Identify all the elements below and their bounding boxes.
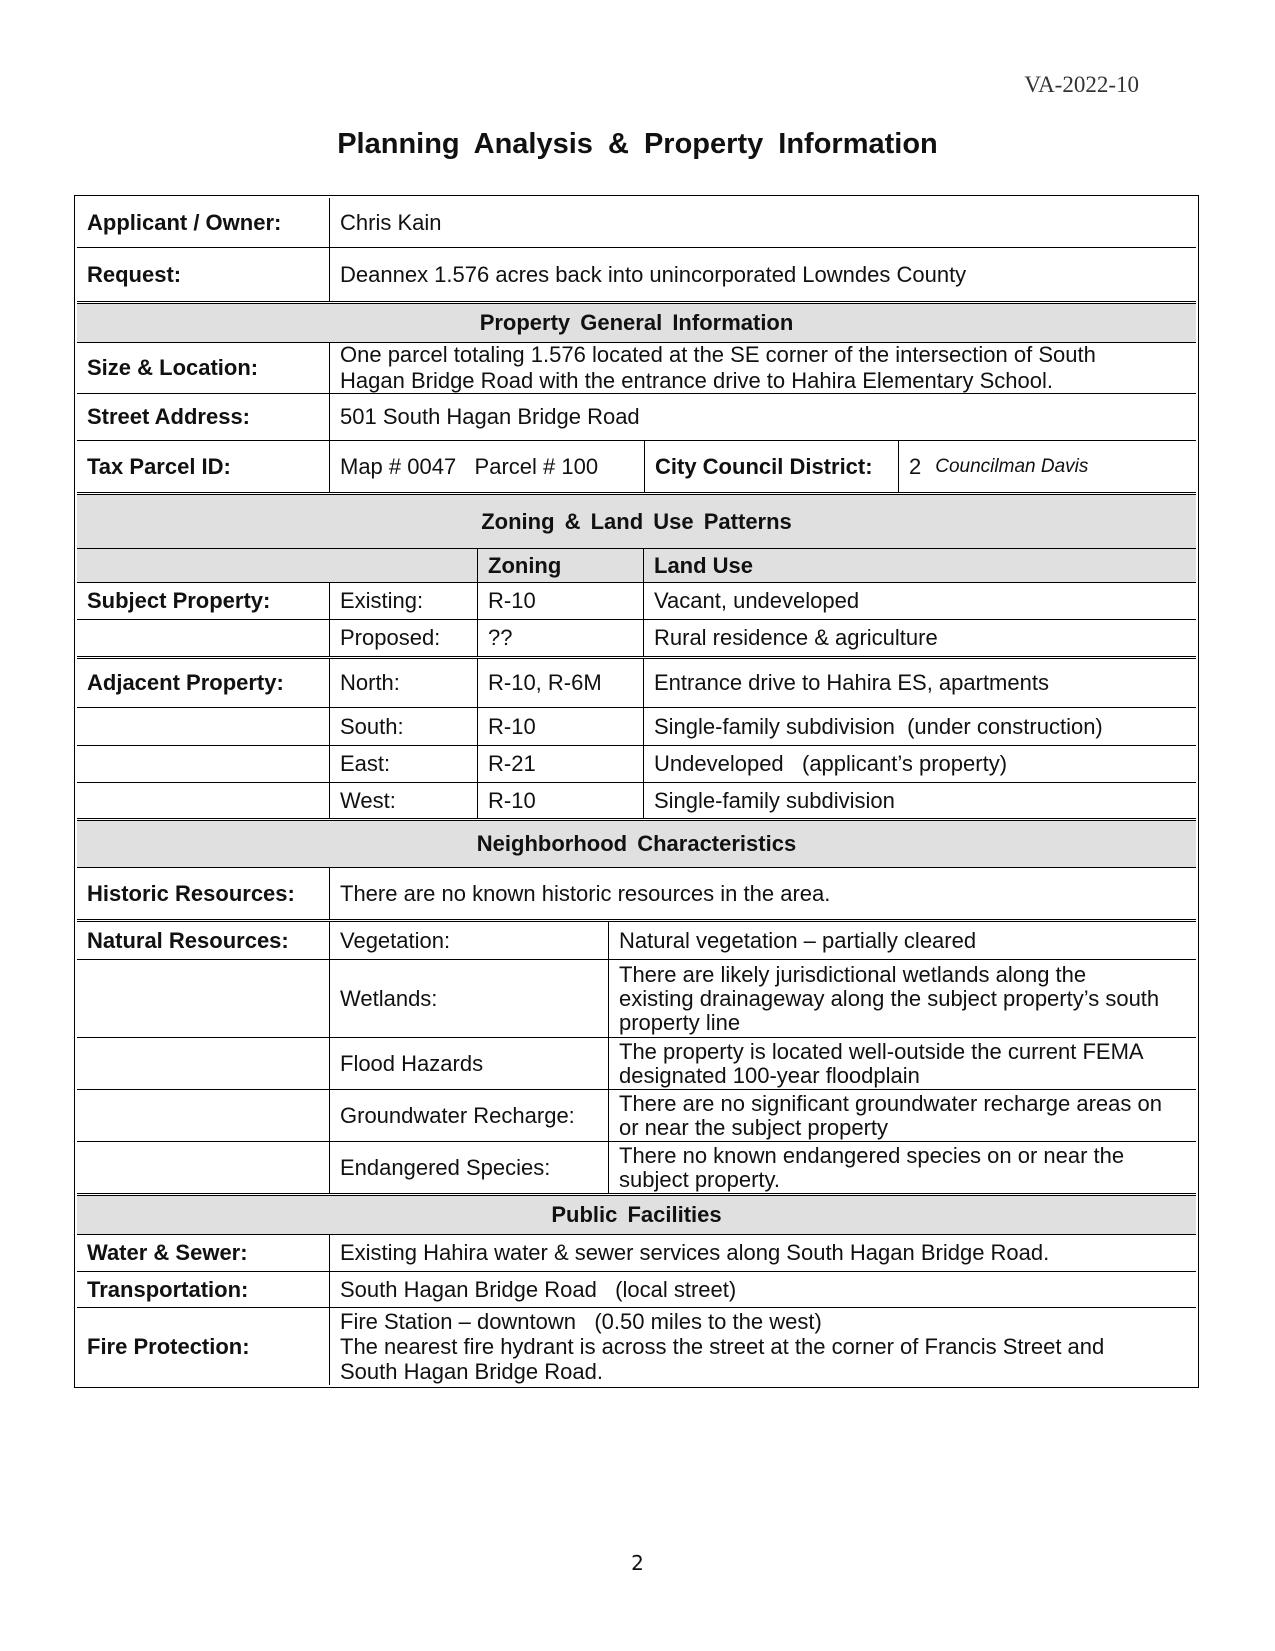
- west-zoning: R-10: [477, 783, 643, 818]
- zoning-blank-cell: [77, 549, 477, 582]
- flood-line-1: The property is located well-outside the current FEMA: [619, 1038, 1144, 1064]
- water-value: Existing Hahira water & sewer services along South Hagan Bridge Road.: [329, 1235, 1196, 1271]
- page-number: 2: [631, 1551, 644, 1575]
- general-header-row: [77, 301, 1196, 342]
- fire-line-2: The nearest fire hydrant is across the street at the corner of Francis Street and: [340, 1334, 1105, 1359]
- flood-line-2: designated 100-year floodplain: [619, 1062, 920, 1088]
- existing-use: Vacant, undeveloped: [643, 583, 1196, 619]
- zoning-header-row: [77, 492, 1196, 548]
- groundwater-value: [608, 1090, 1196, 1141]
- tax-value: Map # 0047 Parcel # 100: [329, 441, 644, 492]
- blank-cell: [77, 746, 329, 782]
- fire-line-3: South Hagan Bridge Road.: [340, 1359, 603, 1384]
- existing-label: Existing:: [329, 583, 477, 619]
- natural-label: Natural Resources:: [87, 927, 289, 953]
- subject-proposed-row: [77, 619, 1196, 656]
- wetlands-line-3: property line: [619, 1009, 741, 1035]
- north-zoning: R-10, R-6M: [477, 659, 643, 707]
- existing-zoning: R-10: [477, 583, 643, 619]
- historic-label: Historic Resources:: [87, 880, 295, 906]
- transportation-row: [77, 1271, 1196, 1307]
- neighborhood-header: Neighborhood Characteristics: [77, 821, 1196, 867]
- fire-label: Fire Protection:: [87, 1333, 250, 1359]
- west-label: West:: [329, 783, 477, 818]
- flood-row: [77, 1037, 1196, 1089]
- adjacent-west-row: [77, 782, 1196, 818]
- council-value: [898, 441, 1196, 492]
- wetlands-line-1: There are likely jurisdictional wetlands along the: [619, 961, 1087, 987]
- wetlands-label: Wetlands:: [329, 960, 608, 1037]
- size-line-1: One parcel totaling 1.576 located at the SE corner of the intersection of South: [340, 342, 1096, 367]
- size-label: Size & Location:: [87, 355, 259, 380]
- zoning-header: Zoning & Land Use Patterns: [77, 495, 1196, 548]
- applicant-value: Chris Kain: [329, 198, 1196, 247]
- south-use: Single-family subdivision (under construction): [643, 708, 1196, 745]
- south-zoning: R-10: [477, 708, 643, 745]
- proposed-zoning: ??: [477, 620, 643, 656]
- endangered-value: [608, 1142, 1196, 1193]
- adjacent-south-row: [77, 707, 1196, 745]
- address-value: 501 South Hagan Bridge Road: [329, 394, 1196, 440]
- wetlands-value: [608, 960, 1196, 1037]
- groundwater-row: [77, 1089, 1196, 1141]
- fire-value: [329, 1308, 1196, 1385]
- west-use: Single-family subdivision: [643, 783, 1196, 818]
- vegetation-label: Vegetation:: [329, 922, 608, 959]
- applicant-row: [77, 198, 1196, 247]
- fire-line-1: Fire Station – downtown (0.50 miles to the west): [340, 1309, 822, 1334]
- transportation-value: South Hagan Bridge Road (local street): [329, 1272, 1196, 1307]
- property-info-table: [74, 195, 1199, 1388]
- blank-cell: [77, 620, 329, 656]
- subject-existing-row: [77, 582, 1196, 619]
- adjacent-east-row: [77, 745, 1196, 782]
- neighborhood-header-row: [77, 818, 1196, 867]
- blank-cell: [77, 783, 329, 818]
- landuse-column-header: Land Use: [643, 549, 1196, 582]
- wetlands-line-2: existing drainageway along the subject property’s south: [619, 985, 1160, 1011]
- historic-value: There are no known historic resources in the area.: [329, 868, 1196, 919]
- flood-value: [608, 1038, 1196, 1089]
- endangered-row: [77, 1141, 1196, 1193]
- public-facilities-header: Public Facilities: [77, 1196, 1196, 1234]
- blank-cell: [77, 960, 329, 1037]
- historic-row: [77, 867, 1196, 919]
- council-district-number: 2: [909, 453, 922, 479]
- size-line-2: Hagan Bridge Road with the entrance drive to Hahira Elementary School.: [340, 368, 1053, 393]
- size-value: [329, 343, 1196, 393]
- adjacent-label: Adjacent Property:: [87, 670, 284, 695]
- blank-cell: [77, 1142, 329, 1193]
- groundwater-label: Groundwater Recharge:: [329, 1090, 608, 1141]
- adjacent-north-row: [77, 656, 1196, 707]
- size-row: [77, 342, 1196, 393]
- wetlands-row: [77, 959, 1196, 1037]
- transportation-label: Transportation:: [87, 1276, 249, 1302]
- water-label: Water & Sewer:: [87, 1240, 248, 1265]
- proposed-use: Rural residence & agriculture: [643, 620, 1196, 656]
- request-label: Request:: [87, 261, 182, 287]
- north-use: Entrance drive to Hahira ES, apartments: [643, 659, 1196, 707]
- proposed-label: Proposed:: [329, 620, 477, 656]
- endangered-line-2: subject property.: [619, 1166, 781, 1192]
- east-label: East:: [329, 746, 477, 782]
- north-label: North:: [329, 659, 477, 707]
- south-label: South:: [329, 708, 477, 745]
- address-label: Street Address:: [87, 404, 251, 429]
- tax-row: [77, 440, 1196, 492]
- general-info-header: Property General Information: [77, 304, 1196, 342]
- east-zoning: R-21: [477, 746, 643, 782]
- address-row: [77, 393, 1196, 440]
- zoning-columns-row: [77, 548, 1196, 582]
- tax-label: Tax Parcel ID:: [87, 453, 231, 479]
- public-header-row: [77, 1193, 1196, 1234]
- east-use: Undeveloped (applicant’s property): [643, 746, 1196, 782]
- zoning-column-header: Zoning: [477, 549, 643, 582]
- endangered-label: Endangered Species:: [329, 1142, 608, 1193]
- blank-cell: [77, 1038, 329, 1089]
- blank-cell: [77, 1090, 329, 1141]
- groundwater-line-1: There are no significant groundwater recharge areas on: [619, 1090, 1162, 1116]
- fire-row: [77, 1307, 1196, 1385]
- page-title: Planning Analysis & Property Information: [337, 128, 938, 160]
- blank-cell: [77, 708, 329, 745]
- document-id: VA-2022-10: [1024, 72, 1139, 97]
- councilman-name: Councilman Davis: [935, 455, 1089, 477]
- request-row: [77, 247, 1196, 301]
- request-value: Deannex 1.576 acres back into unincorporated Lowndes County: [329, 248, 1196, 301]
- council-label: City Council District:: [644, 441, 898, 492]
- groundwater-line-2: or near the subject property: [619, 1114, 889, 1140]
- endangered-line-1: There no known endangered species on or near the: [619, 1142, 1125, 1168]
- vegetation-value: Natural vegetation – partially cleared: [608, 922, 1196, 959]
- water-row: [77, 1234, 1196, 1271]
- applicant-label: Applicant / Owner:: [87, 209, 282, 235]
- vegetation-row: [77, 919, 1196, 959]
- flood-label: Flood Hazards: [329, 1038, 608, 1089]
- subject-label: Subject Property:: [87, 588, 271, 613]
